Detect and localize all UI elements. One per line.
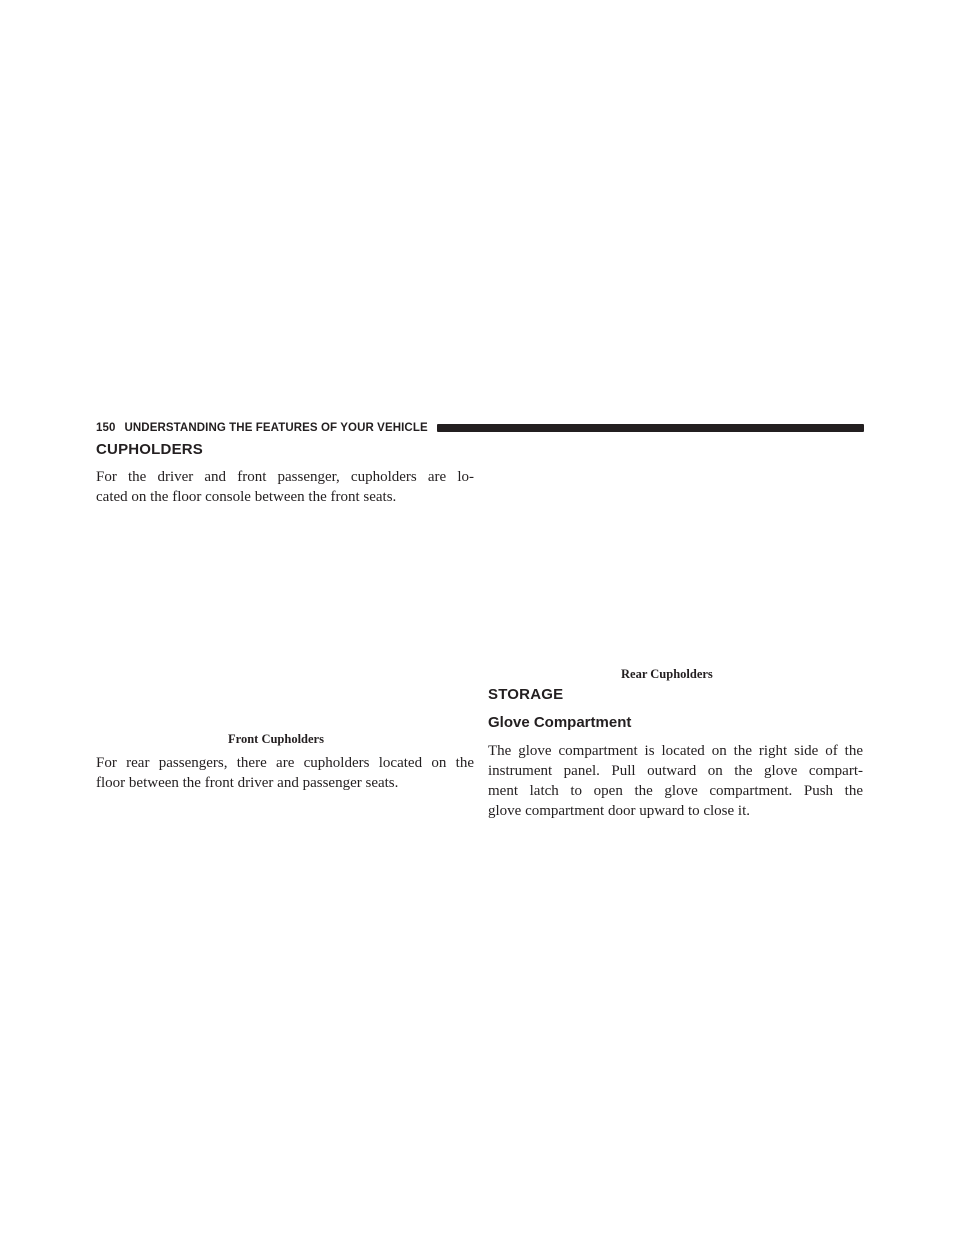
rear-cupholders-figure xyxy=(488,440,863,665)
storage-heading: STORAGE xyxy=(488,686,564,703)
glove-compartment-heading: Glove Compartment xyxy=(488,714,632,731)
rear-cupholders-paragraph xyxy=(96,753,474,793)
paragraph-line: The glove compartment is located on the right side of the xyxy=(488,743,863,759)
header-rule xyxy=(437,424,864,432)
paragraph-line: For the driver and front passenger, cupholders are lo- xyxy=(96,469,474,485)
section-title: UNDERSTANDING THE FEATURES OF YOUR VEHICLE xyxy=(124,422,428,434)
paragraph-line: floor between the front driver and passenger seats. xyxy=(96,775,399,791)
page-number: 150 xyxy=(96,422,116,434)
paragraph-line: glove compartment door upward to close it. xyxy=(488,803,751,819)
glove-compartment-paragraph xyxy=(488,741,863,821)
cupholders-intro-paragraph xyxy=(96,467,474,507)
front-cupholders-caption: Front Cupholders xyxy=(228,732,324,746)
paragraph-line: instrument panel. Pull outward on the glove compart- xyxy=(488,763,863,779)
paragraph-line: cated on the floor console between the front seats. xyxy=(96,489,397,505)
running-header xyxy=(96,418,864,438)
cupholders-heading: CUPHOLDERS xyxy=(96,441,204,458)
paragraph-line: ment latch to open the glove compartment. Push the xyxy=(488,783,863,799)
paragraph-line: For rear passengers, there are cupholders located on the xyxy=(96,755,474,771)
front-cupholders-figure xyxy=(96,516,474,730)
rear-cupholders-caption: Rear Cupholders xyxy=(621,667,713,681)
